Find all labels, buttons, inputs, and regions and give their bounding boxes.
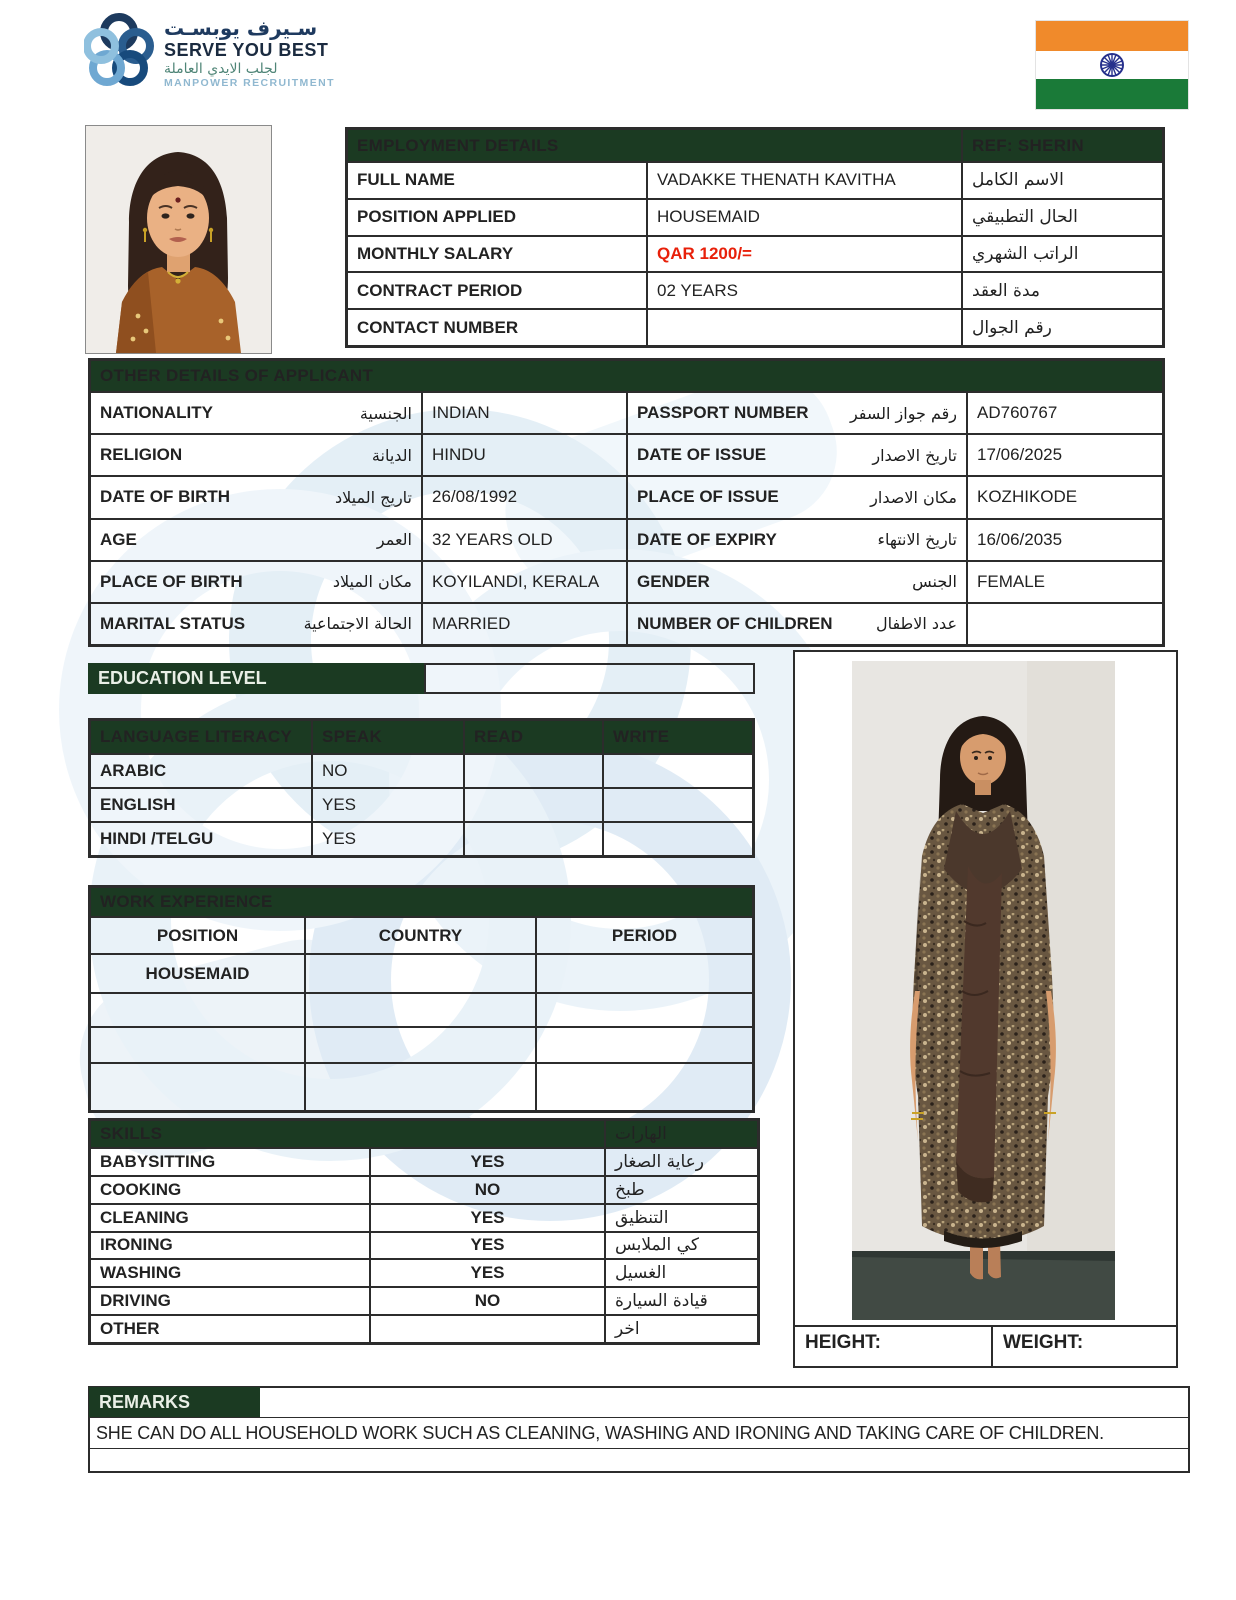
employment-ref: REF: SHERIN — [962, 129, 1163, 162]
work-period — [536, 954, 753, 993]
skill-label: COOKING — [90, 1176, 370, 1204]
logo-arabic-tagline: لجلب الايدي العاملة — [164, 60, 278, 77]
skill-value: YES — [370, 1232, 605, 1260]
work-period — [536, 993, 753, 1027]
skill-arabic: اخر — [605, 1315, 758, 1343]
field-value — [967, 603, 1163, 645]
language-write — [603, 822, 753, 856]
language-header: WRITE — [603, 720, 753, 754]
field-label-arabic: تاريج الميلاد — [335, 487, 412, 507]
skill-label: BABYSITTING — [90, 1148, 370, 1176]
skill-arabic: التنظيق — [605, 1204, 758, 1232]
field-label-arabic: رقم الجوال — [962, 309, 1163, 346]
field-label-arabic: مكان الميلاد — [332, 572, 412, 592]
height-weight-row — [795, 1325, 1176, 1366]
india-flag-icon — [1035, 20, 1189, 110]
skill-arabic: رعاية الصغار — [605, 1148, 758, 1176]
skill-arabic: قيادة السيارة — [605, 1287, 758, 1315]
field-label: POSITION APPLIED — [347, 199, 647, 236]
monthly-salary-value: QAR 1200/= — [647, 236, 962, 273]
field-label-arabic: العمر — [376, 530, 412, 550]
language-write — [603, 788, 753, 822]
field-value: INDIAN — [422, 392, 627, 434]
work-header: COUNTRY — [305, 917, 536, 954]
field-label: PLACE OF ISSUE — [637, 487, 779, 507]
language-header: LANGUAGE LITERACY — [90, 720, 312, 754]
work-country — [305, 954, 536, 993]
field-label: RELIGION — [100, 445, 183, 465]
field-label: PASSPORT NUMBER — [637, 403, 809, 423]
skills-title-arabic: الهارات — [605, 1120, 758, 1148]
work-position — [90, 1063, 305, 1111]
other-details-title: OTHER DETAILS OF APPLICANT — [90, 360, 1163, 392]
field-label: DATE OF ISSUE — [637, 445, 767, 465]
remarks-title-row — [90, 1388, 1188, 1418]
height-label: HEIGHT: — [795, 1327, 993, 1366]
field-label-arabic: الجنس — [912, 572, 957, 592]
company-logo — [84, 12, 335, 94]
field-value: 26/08/1992 — [422, 476, 627, 518]
logo-english-name: SERVE YOU BEST — [164, 40, 329, 61]
field-label: CONTRACT PERIOD — [347, 272, 647, 309]
language-speak: YES — [312, 788, 464, 822]
applicant-full-photo — [852, 661, 1115, 1320]
field-value — [647, 309, 962, 346]
remarks-title: REMARKS — [89, 1387, 260, 1417]
language-read — [464, 754, 603, 788]
field-value: 17/06/2025 — [967, 434, 1163, 476]
work-position — [90, 1027, 305, 1063]
work-country — [305, 993, 536, 1027]
skill-arabic: كي الملابس — [605, 1232, 758, 1260]
field-label: NATIONALITY — [100, 403, 214, 423]
skill-label: WASHING — [90, 1259, 370, 1287]
skill-arabic: الغسيل — [605, 1259, 758, 1287]
field-label-arabic: تاريخ الانتهاء — [877, 530, 957, 550]
field-value: 32 YEARS OLD — [422, 519, 627, 561]
language-name: ARABIC — [90, 754, 312, 788]
field-value: 16/06/2035 — [967, 519, 1163, 561]
field-label-arabic: الجنسية — [359, 403, 412, 423]
field-label-arabic: عدد الاطفال — [875, 614, 957, 634]
field-value: VADAKKE THENATH KAVITHA — [647, 162, 962, 199]
logo-rings-icon — [84, 12, 154, 94]
work-header: PERIOD — [536, 917, 753, 954]
work-period — [536, 1063, 753, 1111]
work-header: POSITION — [90, 917, 305, 954]
field-label: PLACE OF BIRTH — [100, 571, 243, 591]
field-label-arabic: الديانة — [371, 445, 412, 465]
logo-english-tagline: MANPOWER RECRUITMENT — [164, 76, 335, 89]
field-label-arabic: الاسم الكامل — [962, 162, 1163, 199]
field-value: 02 YEARS — [647, 272, 962, 309]
skill-label: CLEANING — [90, 1204, 370, 1232]
field-label-arabic: مدة العقد — [962, 272, 1163, 309]
language-literacy-table — [88, 718, 755, 858]
applicant-full-photo-box — [793, 650, 1178, 1368]
work-experience-title: WORK EXPERIENCE — [90, 887, 753, 917]
skill-value — [370, 1315, 605, 1343]
field-label: MONTHLY SALARY — [347, 236, 647, 273]
field-label-arabic: رقم جواز السفر — [849, 403, 957, 423]
field-label: FULL NAME — [347, 162, 647, 199]
logo-arabic-name: سـيرف يوبسـت — [164, 16, 318, 41]
language-header: SPEAK — [312, 720, 464, 754]
field-label-arabic: مكان الاصدار — [870, 487, 957, 507]
field-label-arabic: الحال التطبيقي — [962, 199, 1163, 236]
field-label-arabic: الراتب الشهري — [962, 236, 1163, 273]
skill-value: YES — [370, 1148, 605, 1176]
language-name: ENGLISH — [90, 788, 312, 822]
work-position — [90, 993, 305, 1027]
field-label: CONTACT NUMBER — [347, 309, 647, 346]
language-header: READ — [464, 720, 603, 754]
education-level-title: EDUCATION LEVEL — [88, 663, 424, 694]
remarks-text: SHE CAN DO ALL HOUSEHOLD WORK SUCH AS CLEANING, WASHING AND IRONING AND TAKING CARE OF CHILDREN. — [90, 1418, 1188, 1449]
field-value: MARRIED — [422, 603, 627, 645]
language-speak: NO — [312, 754, 464, 788]
language-name: HINDI /TELGU — [90, 822, 312, 856]
field-value: KOZHIKODE — [967, 476, 1163, 518]
work-experience-table — [88, 885, 755, 1113]
field-label: MARITAL STATUS — [100, 613, 246, 633]
work-position: HOUSEMAID — [90, 954, 305, 993]
skills-title: SKILLS — [90, 1120, 605, 1148]
skill-value: YES — [370, 1204, 605, 1232]
remarks-empty-row — [90, 1449, 1188, 1473]
other-details-table — [88, 358, 1165, 647]
skill-label: DRIVING — [90, 1287, 370, 1315]
field-value: HOUSEMAID — [647, 199, 962, 236]
field-label: DATE OF BIRTH — [100, 487, 231, 507]
work-country — [305, 1063, 536, 1111]
field-value: KOYILANDI, KERALA — [422, 561, 627, 603]
language-speak: YES — [312, 822, 464, 856]
skill-label: IRONING — [90, 1232, 370, 1260]
work-period — [536, 1027, 753, 1063]
skills-table — [88, 1118, 760, 1345]
skill-value: NO — [370, 1287, 605, 1315]
field-label: DATE OF EXPIRY — [637, 529, 777, 549]
field-label: AGE — [100, 529, 137, 549]
employment-details-table — [345, 127, 1165, 348]
language-read — [464, 822, 603, 856]
skill-value: YES — [370, 1259, 605, 1287]
language-write — [603, 754, 753, 788]
weight-label: WEIGHT: — [1003, 1332, 1084, 1353]
field-value: AD760767 — [967, 392, 1163, 434]
field-label-arabic: الحالة الاجتماعية — [303, 614, 412, 634]
field-label: NUMBER OF CHILDREN — [637, 613, 833, 633]
field-value: FEMALE — [967, 561, 1163, 603]
work-country — [305, 1027, 536, 1063]
skill-arabic: طبخ — [605, 1176, 758, 1204]
skill-value: NO — [370, 1176, 605, 1204]
field-value: HINDU — [422, 434, 627, 476]
remarks-section — [88, 1386, 1190, 1473]
skill-label: OTHER — [90, 1315, 370, 1343]
field-label-arabic: تاريخ الاصدار — [872, 445, 957, 465]
language-read — [464, 788, 603, 822]
employment-title: EMPLOYMENT DETAILS — [347, 129, 962, 162]
education-level-value — [424, 663, 755, 694]
field-label: GENDER — [637, 571, 710, 591]
applicant-passport-photo — [85, 125, 272, 354]
